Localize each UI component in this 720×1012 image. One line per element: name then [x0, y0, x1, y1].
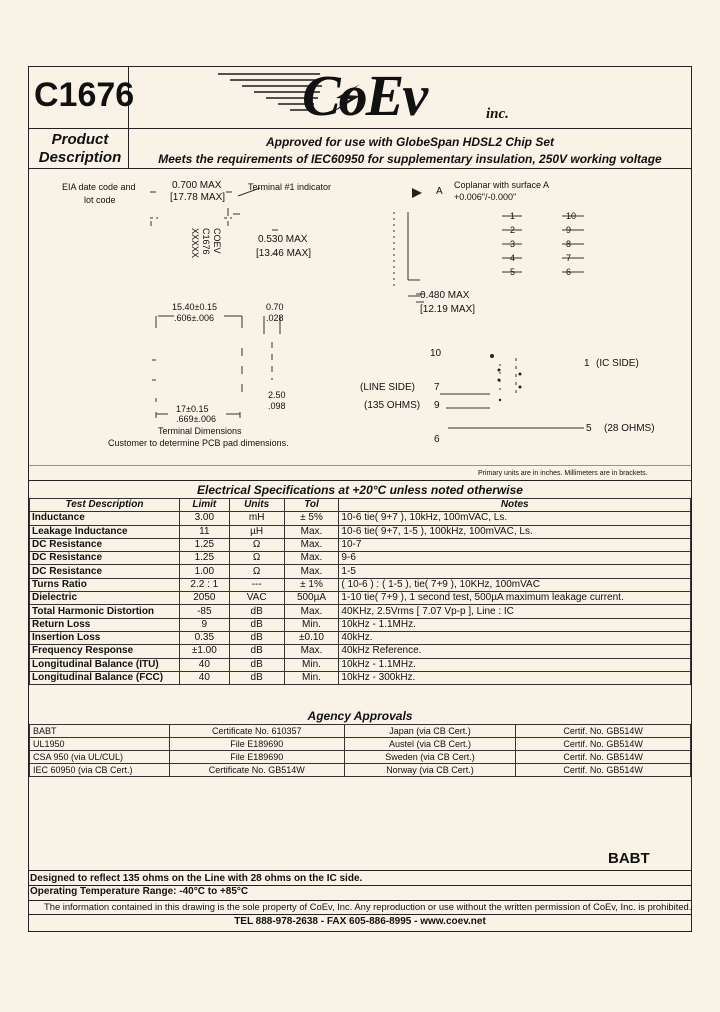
header-tol: Tol — [284, 499, 339, 512]
electrical-title: Electrical Specifications at +20°C unless noted otherwise — [197, 483, 523, 497]
spec-cell-tol: Max. — [284, 605, 339, 618]
spec-cell-units: dB — [229, 631, 284, 644]
coplanar-tolerance: +0.006"/-0.000" — [454, 192, 517, 202]
spec-cell-test-description: Return Loss — [30, 618, 180, 631]
part-number: C1676 — [34, 76, 135, 114]
coev-logo — [210, 63, 540, 128]
units-note: Primary units are in inches. Millimeters are in brackets. — [478, 470, 648, 477]
spec-cell-tol: ± 1% — [284, 578, 339, 591]
spec-row — [30, 671, 691, 684]
spec-cell-test-description: Total Harmonic Distortion — [30, 605, 180, 618]
pitch-inch: .669±.006 — [176, 414, 216, 424]
logo-suffix: inc. — [486, 106, 509, 122]
side-pin-3: 3 — [510, 239, 516, 249]
agency-row — [30, 751, 691, 764]
schematic-pin-10: 10 — [430, 348, 442, 359]
temperature-range: Operating Temperature Range: -40°C to +85°C — [30, 886, 249, 897]
side-pin-2: 2 — [510, 225, 516, 235]
agency-cell-country: Norway (via CB Cert.) — [344, 764, 516, 777]
spec-cell-notes: 10kHz - 1.1MHz. — [339, 658, 691, 671]
agency-cell-standard: BABT — [30, 725, 170, 738]
spec-cell-tol: Min. — [284, 658, 339, 671]
meets-line: Meets the requirements of IEC60950 for supplementary insulation, 250V working voltage — [158, 152, 662, 166]
spec-cell-units: Ω — [229, 538, 284, 551]
eia-label-2: lot code — [84, 195, 116, 205]
spec-cell-test-description: Turns Ratio — [30, 578, 180, 591]
spec-cell-notes: 10-7 — [339, 538, 691, 551]
proprietary-notice: The information contained in this drawing is the sole property of CoEv, Inc. Any reproduction or use without the written permission of CoEv, Inc. is prohibited. — [44, 901, 692, 912]
approved-line: Approved for use with GlobeSpan HDSL2 Chip Set — [265, 135, 555, 149]
description-label: Description — [38, 149, 122, 166]
spec-cell-test-description: DC Resistance — [30, 552, 180, 565]
agency-cell-country: Japan (via CB Cert.) — [344, 725, 516, 738]
spec-cell-limit: 11 — [179, 525, 229, 538]
spec-cell-limit: 2.2 : 1 — [179, 578, 229, 591]
spec-cell-test-description: Longitudinal Balance (FCC) — [30, 671, 180, 684]
spec-cell-limit: 9 — [179, 618, 229, 631]
spec-cell-limit: 1.00 — [179, 565, 229, 578]
agency-row — [30, 764, 691, 777]
height-max-mm: [13.46 MAX] — [256, 248, 312, 259]
side-pin-1: 1 — [510, 211, 516, 221]
depth-max-inch: 0.480 MAX — [420, 290, 470, 301]
schematic-pin-7: 7 — [434, 382, 440, 393]
footer-divider-4 — [28, 914, 692, 915]
spec-cell-units: Ω — [229, 565, 284, 578]
eia-label-1: EIA date code and — [62, 182, 136, 192]
agency-cell-certif-no: Certif. No. GB514W — [516, 738, 691, 751]
spec-cell-tol: Max. — [284, 645, 339, 658]
terminal-dimensions-label: Terminal Dimensions — [158, 426, 242, 436]
electrical-divider — [28, 480, 692, 481]
header-units: Units — [229, 499, 284, 512]
footer-divider-1 — [28, 870, 692, 871]
spec-cell-notes: 1-10 tie( 7+9 ), 1 second test, 500µA maximum leakage current. — [339, 592, 691, 605]
spec-cell-limit: ±1.00 — [179, 645, 229, 658]
designed-note: Designed to reflect 135 ohms on the Line with 28 ohms on the IC side. — [30, 873, 363, 884]
spec-cell-limit: 40 — [179, 671, 229, 684]
marking-line-1: COEV — [212, 228, 222, 254]
spec-cell-test-description: Insertion Loss — [30, 631, 180, 644]
customer-pcb-note: Customer to determine PCB pad dimensions. — [108, 438, 289, 448]
agency-row — [30, 738, 691, 751]
spec-row — [30, 565, 691, 578]
side-pin-7: 7 — [566, 253, 572, 263]
spec-cell-units: dB — [229, 671, 284, 684]
agency-title: Agency Approvals — [307, 709, 413, 723]
agency-cell-country: Austel (via CB Cert.) — [344, 738, 516, 751]
spec-cell-limit: 3.00 — [179, 512, 229, 525]
spec-cell-tol: ±0.10 — [284, 631, 339, 644]
side-pin-6: 6 — [566, 267, 572, 277]
spec-row — [30, 618, 691, 631]
spec-row — [30, 552, 691, 565]
spec-cell-units: dB — [229, 658, 284, 671]
agency-cell-certif-no: Certif. No. GB514W — [516, 725, 691, 738]
width-max-inch: 0.700 MAX — [172, 180, 222, 191]
agency-cell-country: Sweden (via CB Cert.) — [344, 751, 516, 764]
schematic-pin-1: 1 — [584, 358, 590, 369]
approval-statement — [130, 134, 690, 168]
agency-cell-standard: UL1950 — [30, 738, 170, 751]
height-max-inch: 0.530 MAX — [258, 234, 308, 245]
pitch-mm: 17±0.15 — [176, 404, 209, 414]
spec-header-row — [30, 499, 691, 512]
spec-cell-notes: 10-6 tie( 9+7, 1-5 ), 100kHz, 100mVAC, Ls. — [339, 525, 691, 538]
spec-cell-tol: ± 5% — [284, 512, 339, 525]
depth-max-mm: [12.19 MAX] — [420, 304, 476, 315]
agency-cell-certificate: File E189690 — [169, 751, 344, 764]
marking-line-2: C1676 — [201, 228, 211, 255]
spec-cell-units: mH — [229, 512, 284, 525]
agency-cell-certificate: Certificate No. 610357 — [169, 725, 344, 738]
spec-row — [30, 592, 691, 605]
spec-cell-notes: 40KHz, 2.5Vrms [ 7.07 Vp-p ], Line : IC — [339, 605, 691, 618]
spec-cell-tol: Min. — [284, 671, 339, 684]
header-test-description: Test Description — [30, 499, 180, 512]
agency-cell-certificate: Certificate No. GB514W — [169, 764, 344, 777]
terminal-indicator-label: Terminal #1 indicator — [248, 182, 332, 192]
spec-cell-limit: 1.25 — [179, 538, 229, 551]
spec-cell-units: VAC — [229, 592, 284, 605]
datum-label: A — [436, 186, 443, 197]
spec-row — [30, 658, 691, 671]
spec-cell-tol: 500µA — [284, 592, 339, 605]
side-pin-10: 10 — [566, 211, 577, 221]
spec-cell-limit: 1.25 — [179, 552, 229, 565]
spec-cell-tol: Max. — [284, 538, 339, 551]
spec-row — [30, 631, 691, 644]
pad-height-inch: .098 — [268, 401, 286, 411]
spec-cell-tol: Max. — [284, 525, 339, 538]
spec-cell-tol: Max. — [284, 552, 339, 565]
spec-cell-tol: Min. — [284, 618, 339, 631]
coplanar-label: Coplanar with surface A — [454, 180, 550, 190]
agency-cell-standard: IEC 60950 (via CB Cert.) — [30, 764, 170, 777]
contact-info: TEL 888-978-2638 - FAX 605-886-8995 - www.coev.net — [234, 916, 486, 927]
header-notes: Notes — [339, 499, 691, 512]
side-pin-8: 8 — [566, 239, 572, 249]
spec-row — [30, 645, 691, 658]
agency-row — [30, 725, 691, 738]
spec-cell-units: Ω — [229, 552, 284, 565]
side-pin-5: 5 — [510, 267, 516, 277]
spec-cell-units: dB — [229, 618, 284, 631]
pad-span-mm: 15.40±0.15 — [172, 302, 217, 312]
spec-cell-notes: 40kHz. — [339, 631, 691, 644]
spec-cell-notes: 10kHz - 1.1MHz. — [339, 618, 691, 631]
pad-width-mm: 0.70 — [266, 302, 284, 312]
ic-side-label: (IC SIDE) — [596, 358, 639, 369]
side-pin-9: 9 — [566, 225, 572, 235]
electrical-spec-table — [29, 498, 691, 685]
spec-cell-limit: 0.35 — [179, 631, 229, 644]
spec-row — [30, 525, 691, 538]
spec-cell-test-description: Leakage Inductance — [30, 525, 180, 538]
spec-cell-notes: 10kHz - 300kHz. — [339, 671, 691, 684]
side-pin-4: 4 — [510, 253, 516, 263]
spec-cell-test-description: Longitudinal Balance (ITU) — [30, 658, 180, 671]
product-label: Product — [51, 131, 109, 148]
spec-cell-limit: 2050 — [179, 592, 229, 605]
agency-approvals-table — [29, 724, 691, 777]
spec-row — [30, 512, 691, 525]
spec-cell-units: µH — [229, 525, 284, 538]
agency-cell-certif-no: Certif. No. GB514W — [516, 751, 691, 764]
ohms-135-label: (135 OHMS) — [364, 400, 421, 411]
line-side-label: (LINE SIDE) — [360, 382, 416, 393]
pad-height-mm: 2.50 — [268, 390, 286, 400]
spec-cell-notes: 10-6 tie( 9+7 ), 10kHz, 100mVAC, Ls. — [339, 512, 691, 525]
spec-cell-limit: 40 — [179, 658, 229, 671]
spec-cell-units: dB — [229, 645, 284, 658]
spec-cell-test-description: Frequency Response — [30, 645, 180, 658]
spec-cell-test-description: Dielectric — [30, 592, 180, 605]
spec-cell-notes: 1-5 — [339, 565, 691, 578]
spec-row — [30, 578, 691, 591]
agency-cell-certif-no: Certif. No. GB514W — [516, 764, 691, 777]
spec-cell-units: --- — [229, 578, 284, 591]
pad-span-inch: .606±.006 — [174, 313, 214, 323]
logo-text: CoEv — [302, 63, 427, 128]
marking-line-3: XXXXX — [190, 228, 200, 259]
ohms-28-label: (28 OHMS) — [604, 423, 655, 434]
spec-cell-notes: 9-6 — [339, 552, 691, 565]
spec-cell-notes: 40kHz Reference. — [339, 645, 691, 658]
pad-width-inch: .028 — [266, 313, 284, 323]
mechanical-drawing — [28, 168, 692, 466]
header-limit: Limit — [179, 499, 229, 512]
schematic-pin-6: 6 — [434, 434, 440, 445]
agency-cell-certificate: File E189690 — [169, 738, 344, 751]
spec-cell-units: dB — [229, 605, 284, 618]
spec-row — [30, 538, 691, 551]
width-max-mm: [17.78 MAX] — [170, 192, 226, 203]
spec-row — [30, 605, 691, 618]
spec-cell-limit: -85 — [179, 605, 229, 618]
schematic-pin-9: 9 — [434, 400, 440, 411]
product-description-label — [32, 131, 128, 167]
schematic-pin-5: 5 — [586, 423, 592, 434]
spec-cell-test-description: DC Resistance — [30, 538, 180, 551]
spec-cell-tol: Max. — [284, 565, 339, 578]
spec-cell-notes: ( 10-6 ) : ( 1-5 ), tie( 7+9 ), 10KHz, 100mVAC — [339, 578, 691, 591]
spec-cell-test-description: DC Resistance — [30, 565, 180, 578]
babt-mark: BABT — [608, 850, 650, 867]
agency-cell-standard: CSA 950 (via UL/CUL) — [30, 751, 170, 764]
spec-cell-test-description: Inductance — [30, 512, 180, 525]
